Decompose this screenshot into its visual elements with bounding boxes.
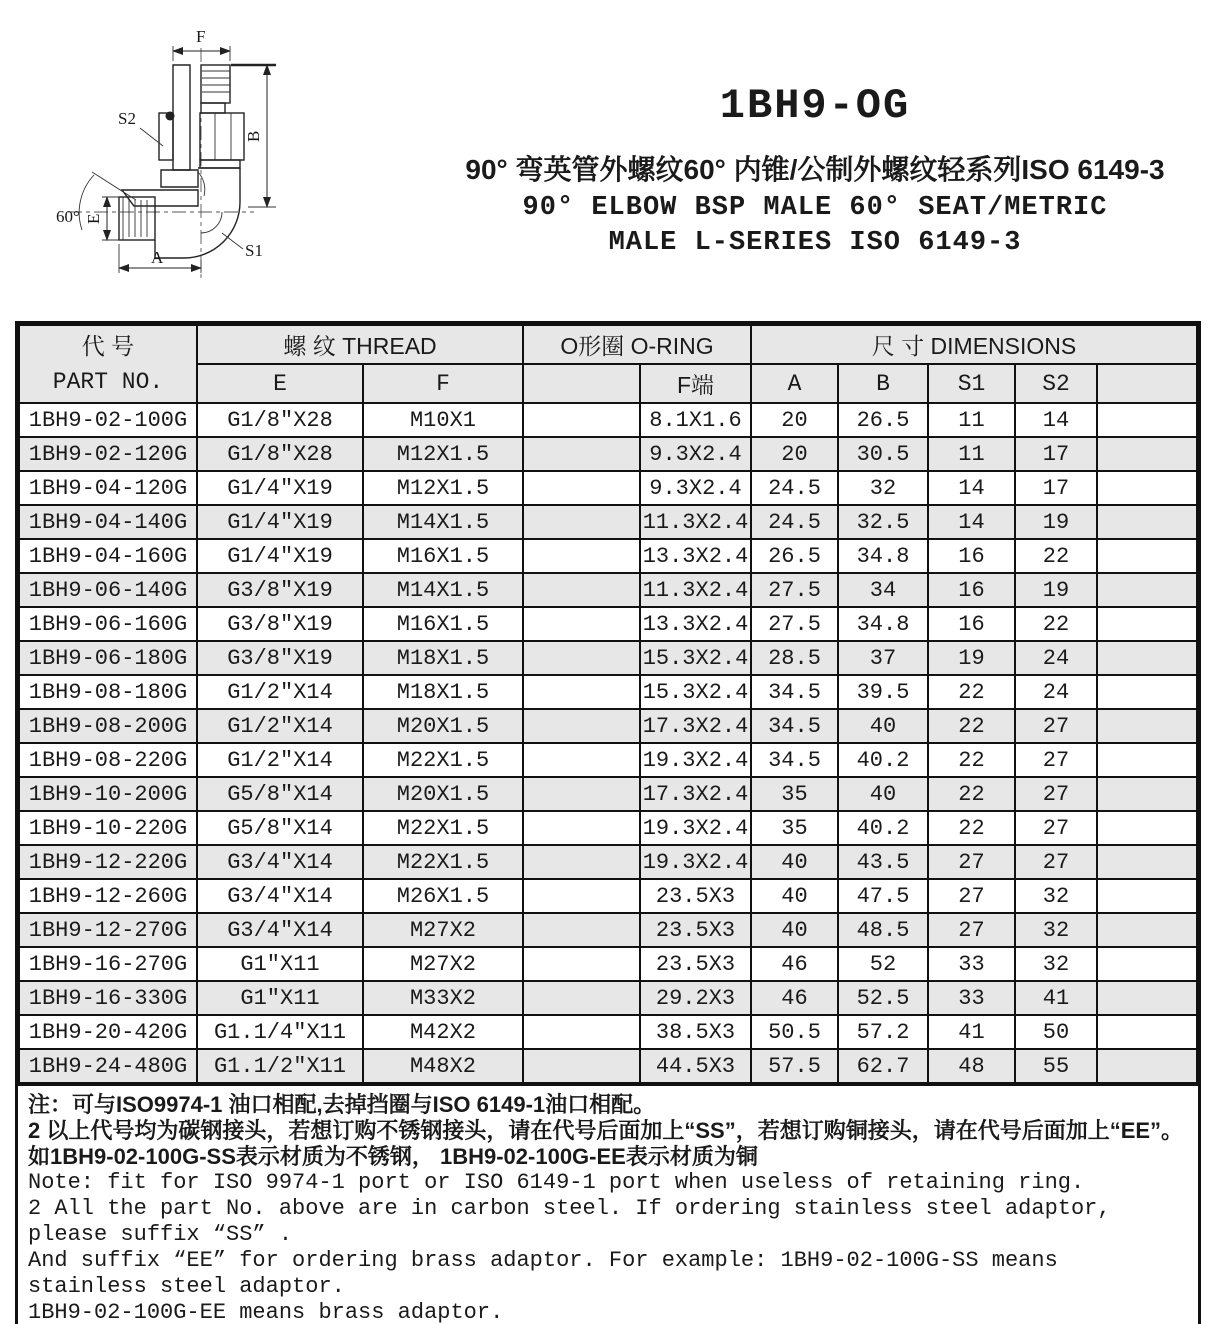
table-cell: G3/8″X19	[197, 573, 363, 607]
note-line-5: 2 All the part No. above are in carbon steel. If ordering stainless steel adaptor, please suffix “SS” .	[28, 1196, 1111, 1247]
table-cell: G3/4″X14	[197, 845, 363, 879]
table-cell: 40	[751, 845, 838, 879]
table-cell: 27	[1015, 743, 1097, 777]
table-cell: 1BH9-12-260G	[19, 879, 197, 913]
table-cell: 22	[928, 811, 1015, 845]
table-cell: 35	[751, 811, 838, 845]
table-cell: 24	[1015, 641, 1097, 675]
table-cell: 33	[928, 981, 1015, 1015]
table-cell: 48	[928, 1049, 1015, 1083]
spec-table	[18, 324, 1198, 1084]
table-row	[19, 811, 1197, 845]
table-row	[19, 777, 1197, 811]
table-cell: 52.5	[838, 981, 928, 1015]
table-cell: M16X1.5	[363, 607, 523, 641]
table-cell: 23.5X3	[640, 947, 751, 981]
table-cell: 27	[1015, 777, 1097, 811]
col-header-oring-fend: F端	[640, 364, 751, 403]
table-cell: 26.5	[838, 403, 928, 437]
table-cell: 1BH9-16-270G	[19, 947, 197, 981]
table-cell: M10X1	[363, 403, 523, 437]
col-header-thread-f: F	[363, 364, 523, 403]
table-cell	[523, 981, 640, 1015]
table-cell: 27	[928, 913, 1015, 947]
table-cell	[523, 879, 640, 913]
table-cell: 1BH9-24-480G	[19, 1049, 197, 1083]
table-cell: G5/8″X14	[197, 811, 363, 845]
table-cell: M33X2	[363, 981, 523, 1015]
table-row	[19, 471, 1197, 505]
table-row	[19, 573, 1197, 607]
table-cell: 46	[751, 947, 838, 981]
table-cell: 1BH9-02-120G	[19, 437, 197, 471]
col-header-thread-e: E	[197, 364, 363, 403]
table-row	[19, 403, 1197, 437]
table-cell	[1097, 539, 1197, 573]
left-thread-port	[119, 197, 155, 240]
table-cell: M14X1.5	[363, 505, 523, 539]
table-cell	[523, 845, 640, 879]
table-cell	[523, 437, 640, 471]
table-cell: 23.5X3	[640, 913, 751, 947]
table-cell	[1097, 743, 1197, 777]
table-cell: 27	[1015, 709, 1097, 743]
table-cell: 40	[751, 913, 838, 947]
hex-nut	[200, 113, 244, 160]
table-cell	[1097, 471, 1197, 505]
table-cell: 27.5	[751, 573, 838, 607]
table-cell: 52	[838, 947, 928, 981]
table-cell: 34	[838, 573, 928, 607]
table-cell	[1097, 1049, 1197, 1083]
table-cell: 1BH9-10-200G	[19, 777, 197, 811]
table-cell: 13.3X2.4	[640, 539, 751, 573]
col-header-part-no	[19, 325, 197, 403]
table-cell: G3/8″X19	[197, 607, 363, 641]
title-block	[420, 82, 1210, 258]
table-cell	[1097, 403, 1197, 437]
table-cell: 22	[1015, 607, 1097, 641]
note-line-3: 如1BH9-02-100G-SS表示材质为不锈钢， 1BH9-02-100G-EE表示材质为铜	[28, 1144, 758, 1169]
table-cell: 35	[751, 777, 838, 811]
table-cell: G1/8″X28	[197, 437, 363, 471]
table-cell: 1BH9-08-180G	[19, 675, 197, 709]
thread-neck	[201, 103, 225, 113]
dim-label-a: A	[151, 248, 164, 267]
table-cell: 20	[751, 437, 838, 471]
table-cell: 1BH9-04-140G	[19, 505, 197, 539]
table-cell: M42X2	[363, 1015, 523, 1049]
table-cell: 16	[928, 573, 1015, 607]
table-cell: 30.5	[838, 437, 928, 471]
table-cell: 19	[1015, 505, 1097, 539]
table-cell: 32	[1015, 879, 1097, 913]
note-line-7: 1BH9-02-100G-EE means brass adaptor.	[28, 1300, 504, 1324]
table-cell: 27	[928, 845, 1015, 879]
table-cell: 62.7	[838, 1049, 928, 1083]
table-row	[19, 879, 1197, 913]
table-cell: 1BH9-08-220G	[19, 743, 197, 777]
table-cell: G1″X11	[197, 981, 363, 1015]
table-cell	[523, 573, 640, 607]
table-cell: 27	[1015, 811, 1097, 845]
table-cell: M22X1.5	[363, 845, 523, 879]
table-cell	[523, 607, 640, 641]
table-cell: 24.5	[751, 505, 838, 539]
table-cell: 41	[928, 1015, 1015, 1049]
table-cell: 11	[928, 403, 1015, 437]
table-cell	[523, 1049, 640, 1083]
table-cell: 15.3X2.4	[640, 641, 751, 675]
table-cell: 24.5	[751, 471, 838, 505]
col-header-dim-b: B	[838, 364, 928, 403]
table-cell: 14	[1015, 403, 1097, 437]
col-header-dim-s1: S1	[928, 364, 1015, 403]
note-line-4: Note: fit for ISO 9974-1 port or ISO 6149-1 port when useless of retaining ring.	[28, 1170, 1085, 1195]
table-cell	[1097, 981, 1197, 1015]
table-cell	[1097, 777, 1197, 811]
table-cell: 16	[928, 539, 1015, 573]
table-cell: G1.1/4″X11	[197, 1015, 363, 1049]
table-cell: 9.3X2.4	[640, 471, 751, 505]
table-cell: G1.1/2″X11	[197, 1049, 363, 1083]
table-cell: 57.5	[751, 1049, 838, 1083]
table-cell: G1″X11	[197, 947, 363, 981]
table-cell: 40	[838, 709, 928, 743]
dim-label-b: B	[244, 130, 263, 142]
table-cell: 34.5	[751, 675, 838, 709]
table-cell: 9.3X2.4	[640, 437, 751, 471]
table-cell: 37	[838, 641, 928, 675]
table-cell: M12X1.5	[363, 471, 523, 505]
table-cell: 40	[838, 777, 928, 811]
table-cell: 1BH9-04-160G	[19, 539, 197, 573]
table-cell: M48X2	[363, 1049, 523, 1083]
table-cell: 43.5	[838, 845, 928, 879]
table-cell	[523, 641, 640, 675]
col-header-oring: O形圈 O-RING	[523, 325, 751, 364]
technical-drawing	[52, 20, 387, 312]
table-cell: M18X1.5	[363, 641, 523, 675]
table-row	[19, 505, 1197, 539]
table-cell: 27.5	[751, 607, 838, 641]
table-cell: 29.2X3	[640, 981, 751, 1015]
table-cell: G1/2″X14	[197, 743, 363, 777]
col-header-dim-s2: S2	[1015, 364, 1097, 403]
table-cell: 23.5X3	[640, 879, 751, 913]
dim-label-f: F	[196, 27, 206, 46]
table-cell: 34.5	[751, 743, 838, 777]
table-cell: 40.2	[838, 743, 928, 777]
table-cell: 19.3X2.4	[640, 743, 751, 777]
table-cell: 16	[928, 607, 1015, 641]
table-cell: 1BH9-20-420G	[19, 1015, 197, 1049]
table-cell: 28.5	[751, 641, 838, 675]
table-cell: 57.2	[838, 1015, 928, 1049]
table-cell: 22	[928, 743, 1015, 777]
subtitle-chinese: 90° 弯英管外螺纹60° 内锥/公制外螺纹轻系列ISO 6149-3	[465, 154, 1165, 185]
table-cell: 13.3X2.4	[640, 607, 751, 641]
table-cell: 33	[928, 947, 1015, 981]
table-row	[19, 437, 1197, 471]
table-cell	[1097, 607, 1197, 641]
table-cell	[1097, 913, 1197, 947]
note-line-2: 2 以上代号均为碳钢接头，若想订购不锈钢接头，请在代号后面加上“SS”，若想订购铜接头，请在代号后面加上“EE”。	[28, 1118, 1184, 1143]
table-cell: 50.5	[751, 1015, 838, 1049]
table-cell: G3/8″X19	[197, 641, 363, 675]
table-cell: 14	[928, 471, 1015, 505]
table-cell: 1BH9-10-220G	[19, 811, 197, 845]
table-row	[19, 1015, 1197, 1049]
table-cell	[1097, 641, 1197, 675]
table-cell: G3/4″X14	[197, 879, 363, 913]
table-cell: 17.3X2.4	[640, 777, 751, 811]
notes-section	[18, 1084, 1198, 1324]
table-cell: 46	[751, 981, 838, 1015]
table-cell: M22X1.5	[363, 811, 523, 845]
table-cell: 1BH9-06-160G	[19, 607, 197, 641]
section-wall-vertical	[173, 65, 190, 170]
table-cell: 14	[928, 505, 1015, 539]
spec-table-body	[19, 403, 1197, 1083]
table-cell: 32	[1015, 947, 1097, 981]
table-cell: 1BH9-16-330G	[19, 981, 197, 1015]
table-cell	[523, 913, 640, 947]
table-cell: G1/4″X19	[197, 471, 363, 505]
col-header-dim-a: A	[751, 364, 838, 403]
table-cell: 34.8	[838, 539, 928, 573]
table-cell: 22	[928, 709, 1015, 743]
table-cell: 11.3X2.4	[640, 505, 751, 539]
table-cell: 8.1X1.6	[640, 403, 751, 437]
table-cell	[523, 709, 640, 743]
table-cell: G1/8″X28	[197, 403, 363, 437]
table-cell: M20X1.5	[363, 777, 523, 811]
table-cell	[523, 1015, 640, 1049]
table-row	[19, 641, 1197, 675]
table-cell: 19	[928, 641, 1015, 675]
table-cell: 39.5	[838, 675, 928, 709]
table-cell	[1097, 811, 1197, 845]
table-cell	[1097, 947, 1197, 981]
table-row	[19, 607, 1197, 641]
table-cell: 32	[838, 471, 928, 505]
table-cell: 27	[928, 879, 1015, 913]
table-cell	[523, 539, 640, 573]
note-line-1: 注：可与ISO9974-1 油口相配,去掉挡圈与ISO 6149-1油口相配。	[28, 1092, 656, 1117]
table-cell	[523, 947, 640, 981]
table-row	[19, 675, 1197, 709]
table-row	[19, 981, 1197, 1015]
table-row	[19, 913, 1197, 947]
table-cell	[1097, 573, 1197, 607]
table-cell: 11	[928, 437, 1015, 471]
table-cell: G1/4″X19	[197, 539, 363, 573]
col-header-dimensions: 尺 寸 DIMENSIONS	[751, 325, 1197, 364]
table-cell: 55	[1015, 1049, 1097, 1083]
dim-label-s1: S1	[245, 241, 263, 260]
table-cell: 1BH9-12-220G	[19, 845, 197, 879]
table-cell	[523, 505, 640, 539]
table-cell: G1/2″X14	[197, 709, 363, 743]
table-cell: M12X1.5	[363, 437, 523, 471]
table-cell: 22	[1015, 539, 1097, 573]
subtitle-english-line2: MALE L-SERIES ISO 6149-3	[608, 228, 1022, 258]
table-cell	[1097, 845, 1197, 879]
col-header-oring-blank	[523, 364, 640, 403]
table-row	[19, 947, 1197, 981]
table-cell: 19	[1015, 573, 1097, 607]
dim-label-angle: 60°	[56, 207, 80, 226]
table-cell: 19.3X2.4	[640, 845, 751, 879]
table-cell: 22	[928, 675, 1015, 709]
table-cell: 20	[751, 403, 838, 437]
table-cell: M20X1.5	[363, 709, 523, 743]
table-cell: G5/8″X14	[197, 777, 363, 811]
header-row-groups	[19, 325, 1197, 364]
table-cell: M27X2	[363, 913, 523, 947]
table-cell	[1097, 675, 1197, 709]
section-wall-step	[161, 170, 198, 187]
table-cell: G1/4″X19	[197, 505, 363, 539]
table-cell: M26X1.5	[363, 879, 523, 913]
table-cell: 34.5	[751, 709, 838, 743]
table-cell: 44.5X3	[640, 1049, 751, 1083]
table-cell: G1/2″X14	[197, 675, 363, 709]
table-cell: 1BH9-04-120G	[19, 471, 197, 505]
table-cell: 32	[1015, 913, 1097, 947]
table-row	[19, 845, 1197, 879]
table-cell: 19.3X2.4	[640, 811, 751, 845]
table-cell: M27X2	[363, 947, 523, 981]
table-cell: 1BH9-12-270G	[19, 913, 197, 947]
table-cell: 48.5	[838, 913, 928, 947]
dim-label-e: E	[84, 213, 103, 224]
table-cell: 50	[1015, 1015, 1097, 1049]
table-cell: 41	[1015, 981, 1097, 1015]
table-row	[19, 743, 1197, 777]
table-cell	[1097, 1015, 1197, 1049]
table-cell: 40.2	[838, 811, 928, 845]
table-cell	[523, 403, 640, 437]
table-cell: M22X1.5	[363, 743, 523, 777]
table-cell: 17	[1015, 437, 1097, 471]
table-cell	[1097, 709, 1197, 743]
table-cell	[1097, 879, 1197, 913]
table-cell: 1BH9-02-100G	[19, 403, 197, 437]
col-header-dim-blank	[1097, 364, 1197, 403]
table-cell: 24	[1015, 675, 1097, 709]
table-cell: 38.5X3	[640, 1015, 751, 1049]
table-row	[19, 1049, 1197, 1083]
table-cell: 1BH9-06-180G	[19, 641, 197, 675]
washer	[200, 160, 240, 168]
table-cell: M16X1.5	[363, 539, 523, 573]
table-cell: 27	[1015, 845, 1097, 879]
cone-line	[92, 172, 136, 200]
subtitle-english-line1: 90° ELBOW BSP MALE 60° SEAT/METRIC	[522, 193, 1108, 223]
table-cell	[523, 675, 640, 709]
spec-table-container	[15, 321, 1201, 1324]
table-cell	[523, 811, 640, 845]
table-cell: 32.5	[838, 505, 928, 539]
table-cell: M18X1.5	[363, 675, 523, 709]
note-line-6: And suffix “EE” for ordering brass adaptor. For example: 1BH9-02-100G-SS means stainless steel adaptor.	[28, 1248, 1058, 1299]
table-cell: 1BH9-08-200G	[19, 709, 197, 743]
table-cell	[523, 743, 640, 777]
table-cell: 26.5	[751, 539, 838, 573]
page-title: 1BH9-OG	[719, 82, 911, 130]
col-header-part-no-en: PART NO.	[52, 369, 164, 395]
table-row	[19, 709, 1197, 743]
o-ring	[166, 112, 175, 121]
table-cell	[523, 471, 640, 505]
table-cell: 47.5	[838, 879, 928, 913]
table-cell: 34.8	[838, 607, 928, 641]
table-cell: 40	[751, 879, 838, 913]
dim-label-s2: S2	[118, 109, 136, 128]
table-cell: M14X1.5	[363, 573, 523, 607]
table-cell: 22	[928, 777, 1015, 811]
table-cell	[1097, 437, 1197, 471]
table-cell: 17.3X2.4	[640, 709, 751, 743]
table-cell	[1097, 505, 1197, 539]
table-cell: 11.3X2.4	[640, 573, 751, 607]
table-cell: 1BH9-06-140G	[19, 573, 197, 607]
table-cell	[523, 777, 640, 811]
table-cell: 15.3X2.4	[640, 675, 751, 709]
col-header-thread: 螺 纹 THREAD	[197, 325, 523, 364]
table-cell: 17	[1015, 471, 1097, 505]
col-header-part-no-cn: 代 号	[81, 333, 135, 359]
table-cell: G3/4″X14	[197, 913, 363, 947]
table-row	[19, 539, 1197, 573]
